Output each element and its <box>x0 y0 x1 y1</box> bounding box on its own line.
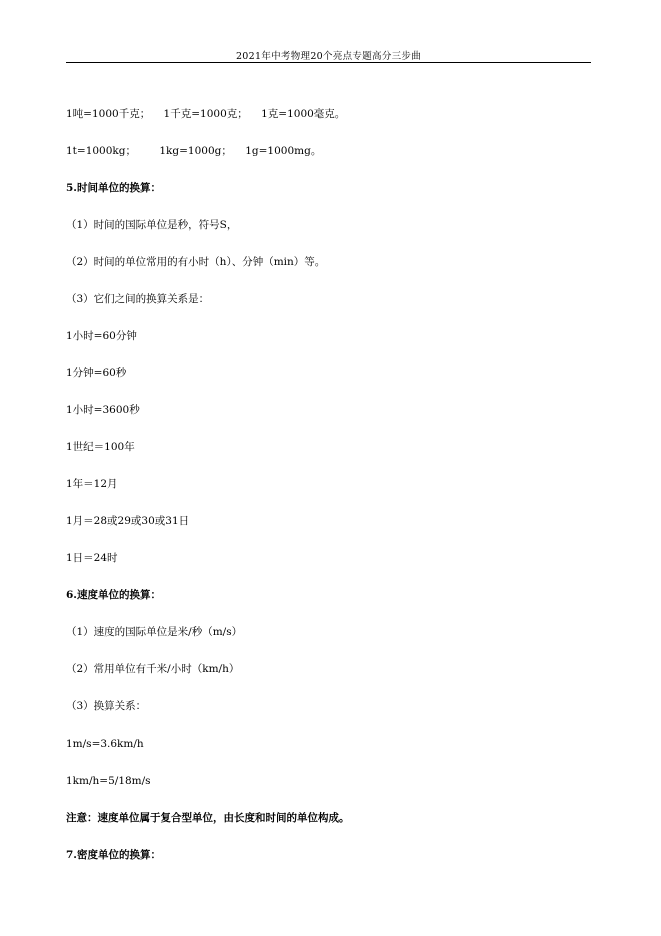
text-line: 1m/s=3.6km/h <box>66 738 144 750</box>
text-line: （3）换算关系： <box>66 700 147 712</box>
text-line: （3）它们之间的换算关系是： <box>66 293 210 305</box>
text-line: 1t=1000kg； 1kg=1000g； 1g=1000mg。 <box>66 145 322 157</box>
text-line: 1年＝12月 <box>66 478 118 490</box>
text-line: 1月＝28或29或30或31日 <box>66 515 190 527</box>
text-line: 1世纪＝100年 <box>66 441 135 453</box>
text-line: 1日＝24时 <box>66 552 118 564</box>
header-divider <box>66 62 591 63</box>
text-line: （1）速度的国际单位是米/秒（m/s） <box>66 626 243 638</box>
section-heading-time: 5.时间单位的换算： <box>66 182 161 194</box>
note-line: 注意：速度单位属于复合型单位，由长度和时间的单位构成。 <box>66 812 350 824</box>
text-line: 1km/h=5/18m/s <box>66 775 151 787</box>
text-line: （2）时间的单位常用的有小时（h）、分钟（min）等。 <box>66 256 326 268</box>
text-line: 1小时=3600秒 <box>66 404 140 416</box>
text-line: 1分钟=60秒 <box>66 367 127 379</box>
section-heading-density: 7.密度单位的换算： <box>66 849 161 861</box>
page-header-title: 2021年中考物理20个亮点专题高分三步曲 <box>235 51 422 62</box>
text-line: （2）常用单位有千米/小时（km/h） <box>66 663 240 675</box>
text-line: （1）时间的国际单位是秒，符号S， <box>66 219 238 231</box>
text-line: 1吨=1000千克； 1千克=1000克； 1克=1000毫克。 <box>66 108 346 120</box>
text-line: 1小时=60分钟 <box>66 330 137 342</box>
section-heading-speed: 6.速度单位的换算： <box>66 589 161 601</box>
